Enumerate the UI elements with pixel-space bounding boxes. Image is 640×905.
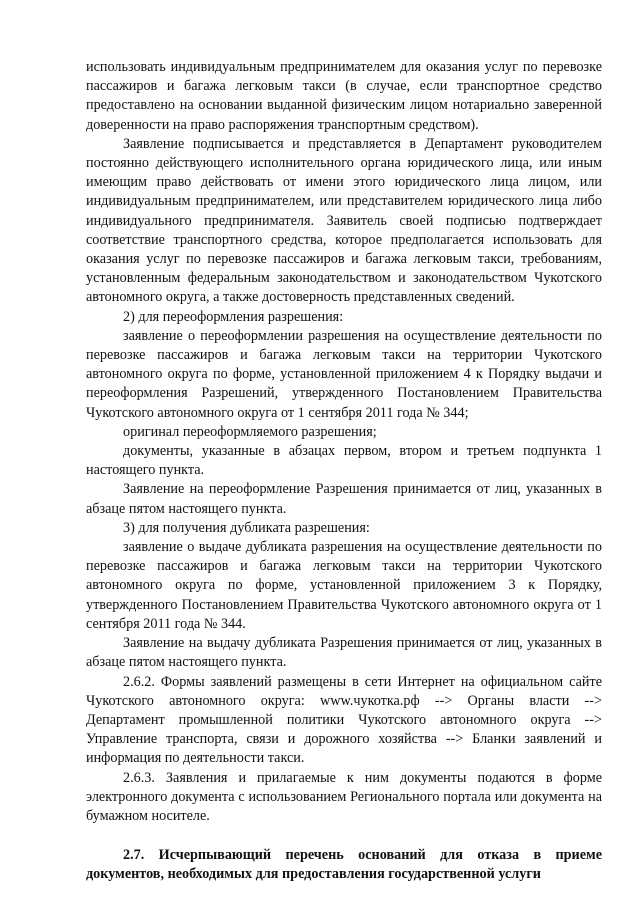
paragraph-3: 2) для переоформления разрешения: (123, 308, 344, 325)
paragraph-2: Заявление подписывается и представляется в Департамент руководителем постоянно действующего исполнительного органа юридического лица, или иным имеющим право действовать от имени этого юридического лица лицом, или индивидуальным предпринимателем, или представителем юридического лица либо индивидуального предпринимателя. Заявитель своей подписью подтверждает соответствие транспортного средства, которое предполагается использовать для оказания услуг по перевозке пассажиров и багажа легковым такси, требованиям, установленным федеральным законодательством и законодательством Чукотского автономного округа, а также достоверность представленных сведений. (86, 135, 602, 306)
paragraph-5: оригинал переоформляемого разрешения; (123, 423, 377, 440)
paragraph-6: документы, указанные в абзацах первом, втором и третьем подпункта 1 настоящего пункта. (86, 443, 602, 479)
paragraph-12: 2.6.3. Заявления и прилагаемые к ним документы подаются в форме электронного документа с использованием Регионального портала или документа на бумажном носителе. (86, 769, 602, 824)
document-page (86, 58, 602, 885)
paragraph-4: заявление о переоформлении разрешения на осуществление деятельности по перевозке пассажиров и багажа легковым такси на территории Чукотского автономного округа по форме, установленной приложением 4 к Порядку выдачи и переоформления Разрешений, утвержденного Постановлением Правительства Чукотского автономного округа от 1 сентября 2011 года № 344; (86, 327, 602, 421)
paragraph-11: 2.6.2. Формы заявлений размещены в сети Интернет на официальном сайте Чукотского автономного округа: www.чукотка.рф --> Органы власти --> Департамент промышленной политики Чукотского автономного округа --> Управление транспорта, связи и дорожного хозяйства --> Бланки заявлений и информация по деятельности такси. (86, 673, 602, 767)
paragraph-1: использовать индивидуальным предпринимателем для оказания услуг по перевозке пассажиров и багажа легковым такси (в случае, если транспортное средство предоставлено на основании выданной физическим лицом нотариально заверенной доверенности на право распоряжения транспортным средством). (86, 59, 602, 133)
paragraph-8: 3) для получения дубликата разрешения: (123, 519, 370, 536)
paragraph-10: Заявление на выдачу дубликата Разрешения принимается от лиц, указанных в абзаце пятом настоящего пункта. (86, 635, 602, 671)
section-heading: 2.7. Исчерпывающий перечень оснований для отказа в приеме документов, необходимых для предоставления государственной услуги (86, 847, 602, 883)
paragraph-9: заявление о выдаче дубликата разрешения на осуществление деятельности по перевозке пассажиров и багажа легковым такси на территории Чукотского автономного округа по форме, установленной приложением 3 к Порядку, утвержденного Постановлением Правительства Чукотского автономного округа от 1 сентября 2011 года № 344. (86, 539, 602, 632)
paragraph-7: Заявление на переоформление Разрешения принимается от лиц, указанных в абзаце пятом настоящего пункта. (86, 481, 602, 517)
